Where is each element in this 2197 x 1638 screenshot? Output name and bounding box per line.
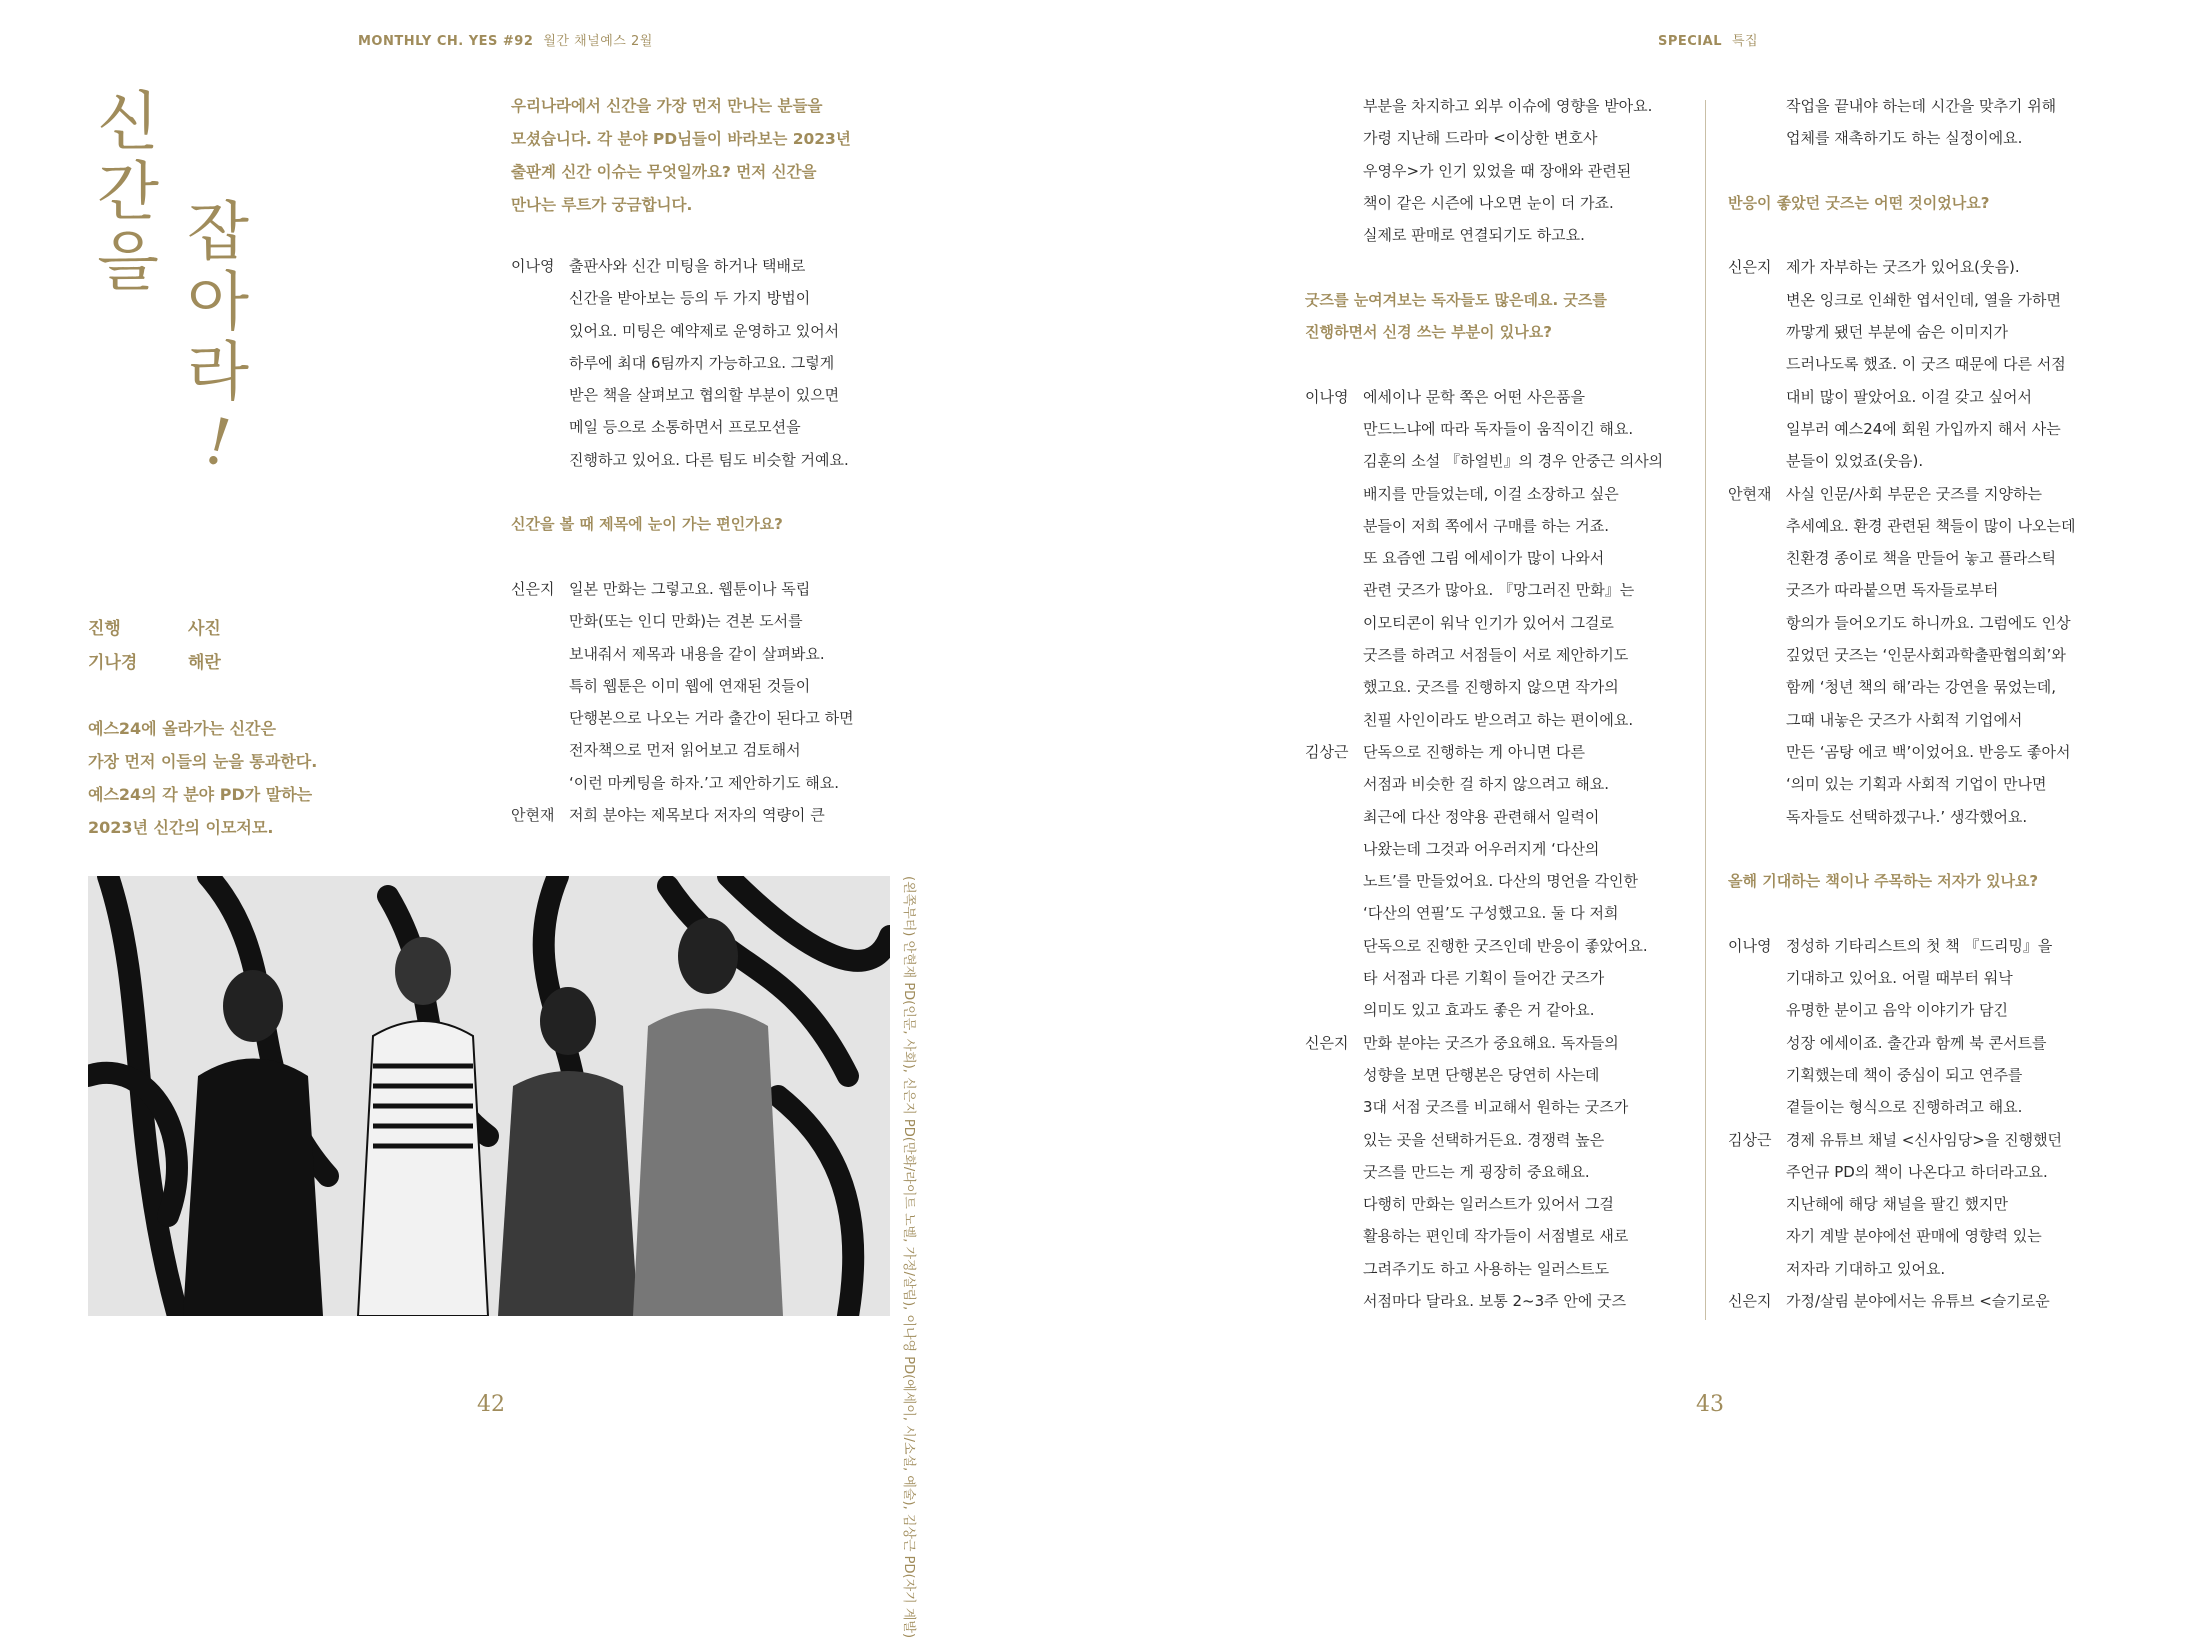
interview-line [1728,1124,2075,1156]
speaker-name: 신은지 [1728,258,1772,277]
interview-line [511,605,854,637]
interview-line [1728,1285,2075,1317]
interview-line [1728,671,2075,703]
interview-line [1728,1253,2075,1285]
credit-name: 기나경 [88,653,138,673]
speaker-name: 안현재 [511,806,555,825]
spacer [1728,219,2075,251]
page-number-right: 43 [1696,1392,1724,1417]
interview-line [1728,251,2075,283]
interview-line [511,411,854,443]
interview-line [1305,994,1663,1026]
interview-text: 특히 웹툰은 이미 웹에 연재된 것들이 [569,676,811,695]
interview-text: 저자라 기대하고 있어요. [1786,1259,1946,1278]
interview-text: 배지를 만들었는데, 이걸 소장하고 싶은 [1363,484,1619,503]
intro-line: 모셨습니다. 각 분야 PD님들이 바라보는 2023년 [511,130,851,148]
interview-text: 친환경 종이로 책을 만들어 놓고 플라스틱 [1786,549,2057,568]
interview-text: 가령 지난해 드라마 <이상한 변호사 [1363,129,1598,148]
interview-line [1728,607,2075,639]
interview-text: 그때 내놓은 굿즈가 사회적 기업에서 [1786,710,2023,729]
interview-text: 추세예요. 환경 관련된 책들이 많이 나오는데 [1786,516,2076,535]
credit-role: 진행 [88,619,121,639]
interview-line [1305,833,1663,865]
interview-line [1305,187,1663,219]
speaker-name: 이나영 [511,257,555,275]
interview-text: 사실 인문/사회 부문은 굿즈를 지양하는 [1786,484,2042,503]
left-running-head [358,30,653,49]
interview-line [511,347,854,379]
interview-text: 단독으로 진행한 굿즈인데 반응이 좋았어요. [1363,936,1648,955]
title-char: 간 [97,156,159,230]
left-interview-column [511,250,854,831]
interview-text: 있는 곳을 선택하거든요. 경쟁력 높은 [1363,1130,1605,1149]
spacer [1728,833,2075,865]
interview-text: 굿즈가 따라붙으면 독자들로부터 [1786,581,1999,600]
running-head-title: MONTHLY CH. YES #92 [358,34,534,49]
interview-line [1728,90,2075,122]
interview-text: 업체를 재촉하기도 하는 실정이에요. [1786,129,2023,148]
interview-text: 나왔는데 그것과 어우러지게 ‘다산의 [1363,839,1600,858]
photo-caption-text: (왼쪽부터) 안현재 PD(인문, 사회), 신은지 PD(만화/라이트 노벨, 가정/살림), 이나영 PD(에세이, 시/소설, 예술), 김상근 PD(자기 계발) [901,876,916,1638]
interview-line [1728,542,2075,574]
interview-line [1728,1156,2075,1188]
interview-line [1305,1285,1663,1317]
interview-line [1305,1156,1663,1188]
interview-text: 이모티콘이 워낙 인기가 있어서 그걸로 [1363,613,1614,632]
interview-line [1305,1188,1663,1220]
interview-line [1728,122,2075,154]
interview-line [511,379,854,411]
right-running-head [1658,30,1758,49]
credits [88,612,288,680]
interview-line [511,573,854,605]
interview-text: 항의가 들어오기도 하니까요. 그럼에도 인상 [1786,613,2071,632]
interview-question: 진행하면서 신경 쓰는 부분이 있나요? [1305,323,1552,342]
interview-line [1305,930,1663,962]
spacer [511,541,854,573]
speaker-name: 김상근 [1728,1130,1772,1149]
interview-line [511,315,854,347]
interview-line [1305,574,1663,606]
interview-line [1305,736,1663,768]
interview-line [1305,219,1663,251]
interview-line [1305,155,1663,187]
interview-line [511,638,854,670]
interview-text: 서점과 비슷한 걸 하지 않으려고 해요. [1363,775,1609,794]
speaker-name: 신은지 [511,579,555,598]
interview-text: 기획했는데 책이 중심이 되고 연주를 [1786,1065,2023,1084]
interview-line [1305,1124,1663,1156]
interview-text: 신간을 받아보는 등의 두 가지 방법이 [569,289,811,308]
interview-line [1728,574,2075,606]
interview-line [511,282,854,314]
interview-text: 일본 만화는 그렇고요. 웹툰이나 독립 [569,579,811,598]
interview-text: 있어요. 미팅은 예약제로 운영하고 있어서 [569,321,840,340]
interview-text: 함께 ‘청년 책의 해’라는 강연을 묶었는데, [1786,678,2056,697]
title-char: 신 [97,86,159,160]
interview-text: 만드느냐에 따라 독자들이 움직이긴 해요. [1363,419,1634,438]
spacer [1305,251,1663,283]
interview-text: 만화(또는 인디 만화)는 견본 도서를 [569,612,803,631]
interview-line [1305,768,1663,800]
interview-line [1728,639,2075,671]
right-interview-column-1 [1305,90,1663,1317]
credit-name: 해란 [188,653,221,673]
interview-line [1728,381,2075,413]
interview-text: ‘이런 마케팅을 하자.’고 제안하기도 해요. [569,773,839,792]
interview-text: 친필 사인이라도 받으려고 하는 편이에요. [1363,710,1634,729]
spacer [1305,348,1663,380]
interview-text: 김훈의 소설 『하얼빈』의 경우 안중근 의사의 [1363,452,1664,471]
interview-line [1305,381,1663,413]
title-char: 잡 [187,196,249,270]
interview-line [1305,445,1663,477]
interview-line [511,250,854,282]
interview-line [1728,768,2075,800]
interview-text: 일부러 예스24에 회원 가입까지 해서 사는 [1786,419,2061,438]
interview-text: 타 서점과 다른 기획이 들어간 굿즈가 [1363,969,1605,988]
interview-text: 단행본으로 나오는 거라 출간이 된다고 하면 [569,709,854,728]
interview-line [1728,930,2075,962]
interview-line [1728,1188,2075,1220]
interview-text: 관련 굿즈가 많아요. 『망그러진 만화』는 [1363,581,1635,600]
interview-text: 우영우>가 인기 있었을 때 장애와 관련된 [1363,161,1632,180]
deck-line: 예스24의 각 분야 PD가 말하는 [88,785,313,804]
interview-line [1728,510,2075,542]
interview-text: 최근에 다산 정약용 관련해서 일력이 [1363,807,1600,826]
title-char: 라 [187,336,249,410]
intro [511,90,911,222]
interview-line [1728,1091,2075,1123]
interview-text: 기대하고 있어요. 어릴 때부터 워낙 [1786,969,2013,988]
interview-line [1728,478,2075,510]
interview-text: 경제 유튜브 채널 <신사임당>을 진행했던 [1786,1130,2063,1149]
title-column-2 [178,196,258,483]
interview-text: 부분을 차지하고 외부 이슈에 영향을 받아요. [1363,97,1653,115]
photo-illustration [88,876,890,1316]
interview-text: 활용하는 편인데 작가들이 서점별로 새로 [1363,1227,1629,1246]
interview-line [1305,704,1663,736]
spacer [511,476,854,508]
column-divider [1705,100,1706,1320]
interview-line [1728,348,2075,380]
interview-text: 의미도 있고 효과도 좋은 거 같아요. [1363,1001,1595,1020]
interview-text: 출판사와 신간 미팅을 하거나 택배로 [569,257,806,275]
intro-line: 만나는 루트가 궁금합니다. [511,196,693,214]
interview-text: 만화 분야는 굿즈가 중요해요. 독자들의 [1363,1033,1619,1052]
interview-line [1305,1253,1663,1285]
interview-line [1305,639,1663,671]
interview-text: 드러나도록 했죠. 이 굿즈 때문에 다른 서점 [1786,355,2066,374]
speaker-name: 이나영 [1728,936,1772,955]
interview-line [1728,284,2075,316]
running-head-section-kr: 특집 [1732,34,1759,49]
title-char: 아 [187,266,249,340]
interview-text: 서점마다 달라요. 보통 2~3주 안에 굿즈 [1363,1291,1627,1310]
interview-line [1305,510,1663,542]
interview-line [511,444,854,476]
interview-text: 정성하 기타리스트의 첫 책 『드리밍』을 [1786,936,2053,955]
interview-text: 실제로 판매로 연결되기도 하고요. [1363,226,1585,245]
interview-text: 성향을 보면 단행본은 당연히 사는데 [1363,1065,1600,1084]
interview-line [1728,316,2075,348]
speaker-name: 신은지 [1728,1291,1772,1310]
interview-text: 3대 서점 굿즈를 비교해서 원하는 굿즈가 [1363,1098,1629,1117]
deck-line: 2023년 신간의 이모저모. [88,818,274,837]
spacer [1728,897,2075,929]
deck-line: 예스24에 올라가는 신간은 [88,719,276,738]
interview-text: 제가 자부하는 굿즈가 있어요(웃음). [1786,258,2020,277]
speaker-name: 신은지 [1305,1033,1349,1052]
interview-text: 노트’를 만들었어요. 다산의 명언을 각인한 [1363,872,1638,891]
interview-text: 또 요즘엔 그림 에세이가 많이 나와서 [1363,549,1605,568]
pd-group-photo [88,876,890,1316]
interview-question: 올해 기대하는 책이나 주목하는 저자가 있나요? [1728,872,2039,891]
interview-text: 책이 같은 시즌에 나오면 눈이 더 가죠. [1363,193,1614,212]
title-char: 을 [97,226,159,300]
interview-line [1728,1220,2075,1252]
interview-text: 굿즈를 만드는 게 굉장히 중요해요. [1363,1162,1590,1181]
interview-text: 만든 ‘곰탕 에코 백’이었어요. 반응도 좋아서 [1786,742,2071,761]
interview-line [511,670,854,702]
interview-text: 유명한 분이고 음악 이야기가 담긴 [1786,1001,2008,1020]
interview-text: 보내줘서 제목과 내용을 같이 살펴봐요. [569,644,825,663]
interview-text: 지난해에 해당 채널을 팔긴 했지만 [1786,1195,2008,1214]
interview-line [511,799,854,831]
interview-line [1305,671,1663,703]
interview-text: 자기 계발 분야에선 판매에 영향력 있는 [1786,1227,2042,1246]
interview-text: 곁들이는 형식으로 진행하려고 해요. [1786,1098,2023,1117]
interview-line [511,702,854,734]
speaker-name: 김상근 [1305,742,1349,761]
interview-line [1305,413,1663,445]
right-interview-column-2 [1728,90,2075,1317]
interview-text: 에세이나 문학 쪽은 어떤 사은품을 [1363,387,1585,406]
running-head-issue: 월간 채널예스 2월 [543,34,653,49]
interview-text: 독자들도 선택하겠구나.’ 생각했어요. [1786,807,2028,826]
interview-line [511,767,854,799]
interview-text: 다행히 만화는 일러스트가 있어서 그걸 [1363,1195,1614,1214]
interview-text: 그려주기도 하고 사용하는 일러스트도 [1363,1259,1610,1278]
interview-line [1305,897,1663,929]
interview-text: 받은 책을 살펴보고 협의할 부분이 있으면 [569,386,840,405]
interview-text: 주언규 PD의 책이 나온다고 하더라고요. [1786,1162,2048,1181]
interview-text: 저희 분야는 제목보다 저자의 역량이 큰 [569,806,825,825]
interview-question: 신간을 볼 때 제목에 눈이 가는 편인가요? [511,515,783,534]
interview-text: ‘다산의 연필’도 구성했고요. 둘 다 저희 [1363,904,1619,923]
running-head-section: SPECIAL [1658,34,1722,49]
spacer [1728,155,2075,187]
deck [88,712,317,844]
interview-line [1305,1091,1663,1123]
interview-text: 까맣게 됐던 부분에 숨은 이미지가 [1786,323,2008,342]
interview-line [1728,962,2075,994]
interview-line [1305,865,1663,897]
interview-line [1728,994,2075,1026]
interview-text: 성장 에세이죠. 출간과 함께 북 콘서트를 [1786,1033,2047,1052]
interview-text: 전자책으로 먼저 읽어보고 검토해서 [569,741,801,760]
interview-line [1728,445,2075,477]
interview-line [1305,90,1663,122]
interview-line [1305,478,1663,510]
interview-text: 변온 잉크로 인쇄한 엽서인데, 열을 가하면 [1786,290,2061,309]
interview-line [1728,736,2075,768]
title-column-1 [88,88,168,298]
interview-text: 단독으로 진행하는 게 아니면 다른 [1363,742,1585,761]
interview-text: ‘의미 있는 기획과 사회적 기업이 만나면 [1786,775,2047,794]
deck-line: 가장 먼저 이들의 눈을 통과한다. [88,752,318,771]
intro-line: 출판계 신간 이슈는 무엇일까요? 먼저 신간을 [511,163,817,181]
credit-role: 사진 [188,619,221,639]
interview-text: 분들이 저희 쪽에서 구매를 하는 거죠. [1363,516,1609,535]
interview-line [1305,1059,1663,1091]
interview-text: 분들이 있었죠(웃음). [1786,452,1924,471]
interview-question: 굿즈를 눈여겨보는 독자들도 많은데요. 굿즈를 [1305,290,1607,309]
interview-text: 가정/살림 분야에서는 유튜브 <슬기로운 [1786,1291,2050,1310]
interview-text: 진행하고 있어요. 다른 팀도 비슷할 거예요. [569,450,849,469]
interview-line [1305,801,1663,833]
interview-line [1305,1027,1663,1059]
interview-line [1728,413,2075,445]
interview-text: 대비 많이 팔았어요. 이걸 갖고 싶어서 [1786,387,2032,406]
interview-line [1305,122,1663,154]
interview-text: 했고요. 굿즈를 진행하지 않으면 작가의 [1363,678,1619,697]
speaker-name: 안현재 [1728,484,1772,503]
interview-line [511,734,854,766]
interview-line [1728,801,2075,833]
interview-line [1728,704,2075,736]
page-number-left: 42 [477,1392,505,1417]
interview-line [1305,607,1663,639]
speaker-name: 이나영 [1305,387,1349,406]
interview-question: 반응이 좋았던 굿즈는 어떤 것이었나요? [1728,193,1990,212]
interview-line [1305,1220,1663,1252]
interview-text: 메일 등으로 소통하면서 프로모션을 [569,418,801,437]
title-char: ! [196,403,240,483]
interview-text: 굿즈를 하려고 서점들이 서로 제안하기도 [1363,646,1629,665]
photo-caption [900,876,940,1638]
intro-line: 우리나라에서 신간을 가장 먼저 만나는 분들을 [511,97,823,115]
interview-line [1728,1059,2075,1091]
interview-text: 하루에 최대 6팀까지 가능하고요. 그렇게 [569,353,835,372]
interview-line [1305,962,1663,994]
interview-line [1305,542,1663,574]
interview-line [1728,1027,2075,1059]
interview-text: 작업을 끝내야 하는데 시간을 맞추기 위해 [1786,97,2057,115]
interview-text: 깊었던 굿즈는 ‘인문사회과학출판협의회’와 [1786,646,2066,665]
